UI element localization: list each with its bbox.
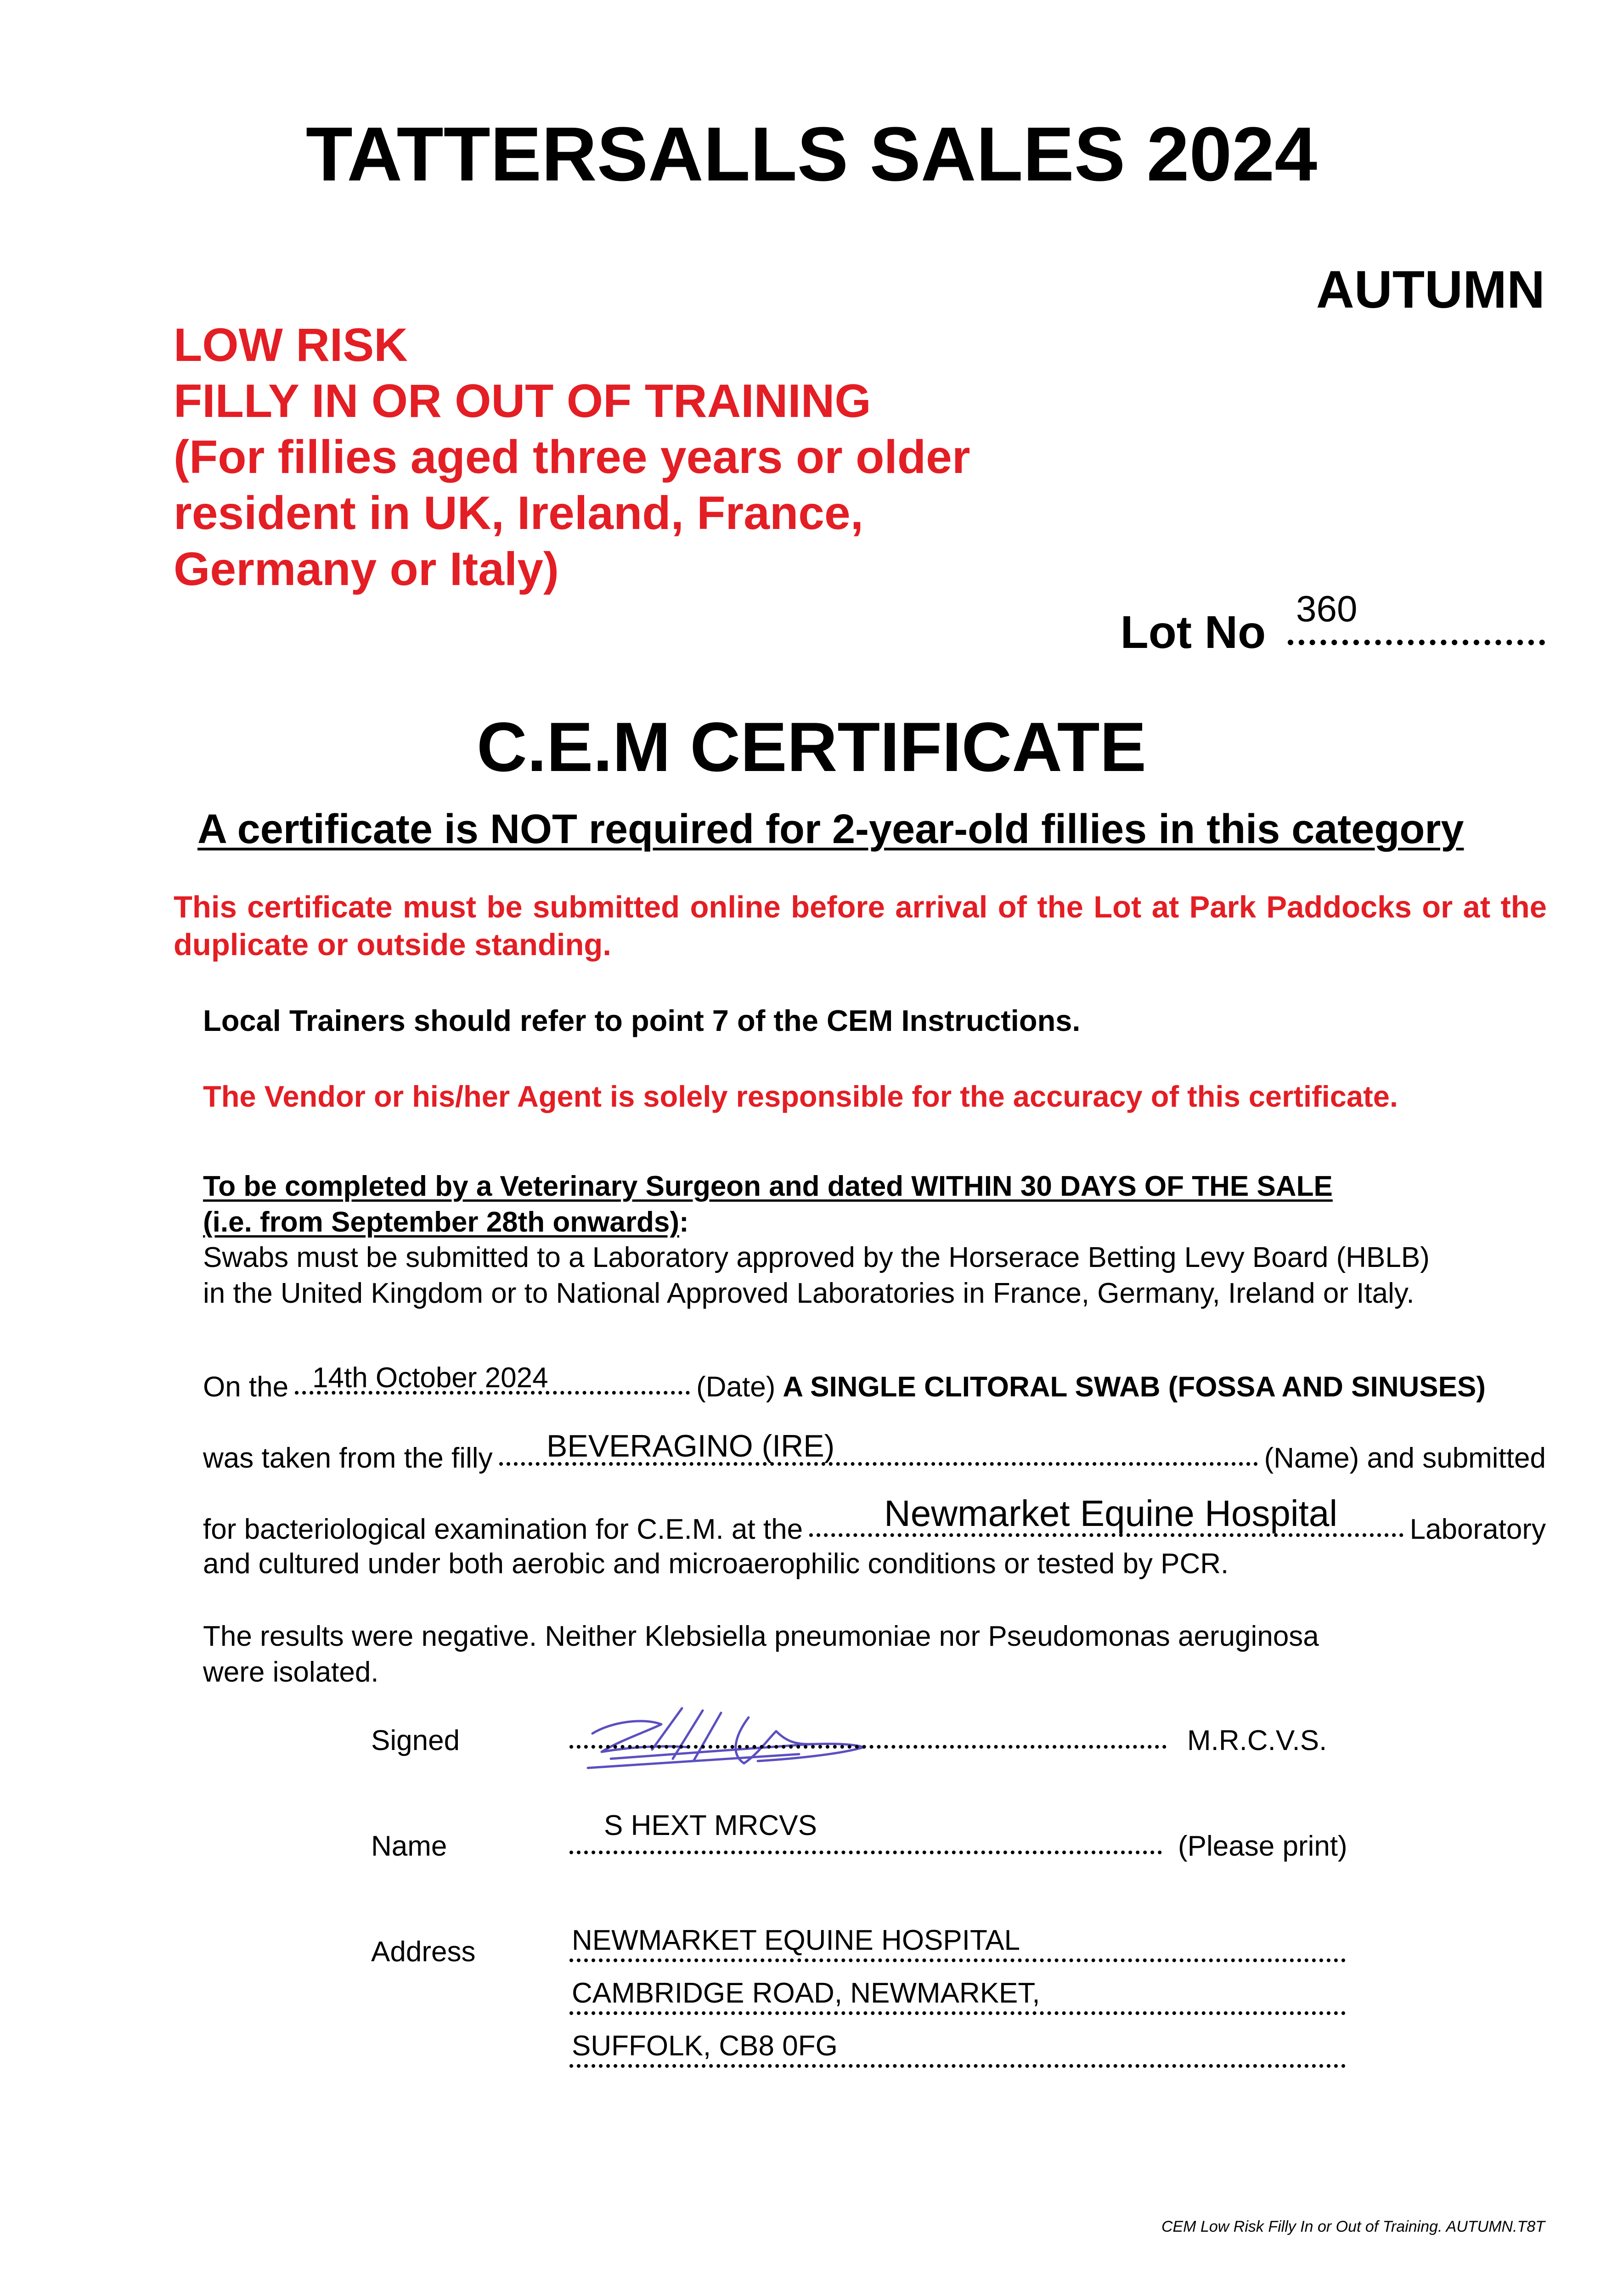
vet-heading-line: (i.e. from September 28th onwards) (203, 1206, 679, 1238)
name-label: Name (371, 1830, 447, 1862)
for-exam-label: for bacteriological examination for C.E.M. at the (203, 1514, 803, 1545)
category-line: (For fillies aged three years or older (174, 431, 970, 483)
filly-row (203, 1442, 1546, 1474)
address-label: Address (371, 1936, 476, 1968)
season-label: AUTUMN (1316, 260, 1545, 319)
lot-number-label: Lot No (1120, 607, 1266, 658)
certificate-title: C.E.M CERTIFICATE (476, 708, 1147, 786)
category-line: FILLY IN OR OUT OF TRAINING (174, 375, 871, 427)
address-line: CAMBRIDGE ROAD, NEWMARKET, (572, 1977, 1040, 2009)
address-dots (569, 1958, 1346, 1962)
category-line: Germany or Italy) (174, 543, 559, 595)
cultured-text: and cultured under both aerobic and microaerophilic conditions or tested by PCR. (203, 1548, 1229, 1580)
vendor-responsibility-note: The Vendor or his/her Agent is solely responsible for the accuracy of this certificate. (203, 1080, 1398, 1113)
address-dots (569, 2064, 1346, 2068)
lot-number-value: 360 (1296, 588, 1358, 629)
submission-notice: This certificate must be submitted online before arrival of the Lot at Park Paddocks or at the duplicate or outside standing. (174, 890, 1547, 962)
vet-heading-colon: : (679, 1206, 689, 1238)
page-title: TATTERSALLS SALES 2024 (305, 112, 1318, 197)
swab-description: A SINGLE CLITORAL SWAB (FOSSA AND SINUSES) (783, 1371, 1486, 1403)
date-value: 14th October 2024 (312, 1362, 548, 1394)
address-line: SUFFOLK, CB8 0FG (572, 2030, 838, 2062)
vet-body-line: Swabs must be submitted to a Laboratory approved by the Horserace Betting Levy Board (HBLB) (203, 1242, 1430, 1273)
vet-body-line: in the United Kingdom or to National Approved Laboratories in France, Germany, Ireland or Italy. (203, 1277, 1414, 1309)
not-required-notice: A certificate is NOT required for 2-year-old fillies in this category (197, 806, 1464, 852)
please-print-suffix: (Please print) (1178, 1830, 1347, 1862)
laboratory-suffix: Laboratory (1409, 1514, 1546, 1545)
printed-name-value: S HEXT MRCVS (604, 1810, 817, 1841)
address-dots (569, 2011, 1346, 2015)
name-suffix: (Name) and submitted (1264, 1442, 1546, 1474)
date-suffix: (Date) (696, 1371, 776, 1403)
on-the-label: On the (203, 1371, 289, 1403)
signed-label: Signed (371, 1725, 460, 1756)
vet-instructions-heading (203, 1169, 1333, 1240)
laboratory-row (203, 1513, 1546, 1546)
category-line: resident in UK, Ireland, France, (174, 487, 864, 539)
category-block (174, 317, 970, 597)
printed-name-dots (569, 1851, 1162, 1854)
vet-heading-line: To be completed by a Veterinary Surgeon and dated WITHIN 30 DAYS OF THE SALE (203, 1171, 1333, 1202)
signature-dots (569, 1745, 1167, 1749)
results-line: The results were negative. Neither Klebsiella pneumoniae nor Pseudomonas aeruginosa (203, 1621, 1319, 1652)
mrcvs-suffix: M.R.C.V.S. (1187, 1725, 1327, 1756)
taken-from-label: was taken from the filly (203, 1442, 493, 1474)
local-trainers-note: Local Trainers should refer to point 7 of the CEM Instructions. (203, 1004, 1081, 1037)
filly-name-value: BEVERAGINO (IRE) (547, 1429, 835, 1463)
results-text (203, 1619, 1319, 1690)
vet-instructions-body (203, 1240, 1430, 1311)
results-line: were isolated. (203, 1656, 379, 1688)
address-line: NEWMARKET EQUINE HOSPITAL (572, 1925, 1020, 1956)
footer-reference: CEM Low Risk Filly In or Out of Training. AUTUMN.T8T (1161, 2218, 1545, 2235)
lot-number-dots (1288, 640, 1545, 645)
vet-signature (583, 1690, 877, 1786)
category-line: LOW RISK (174, 319, 408, 371)
laboratory-name-value: Newmarket Equine Hospital (884, 1493, 1338, 1534)
